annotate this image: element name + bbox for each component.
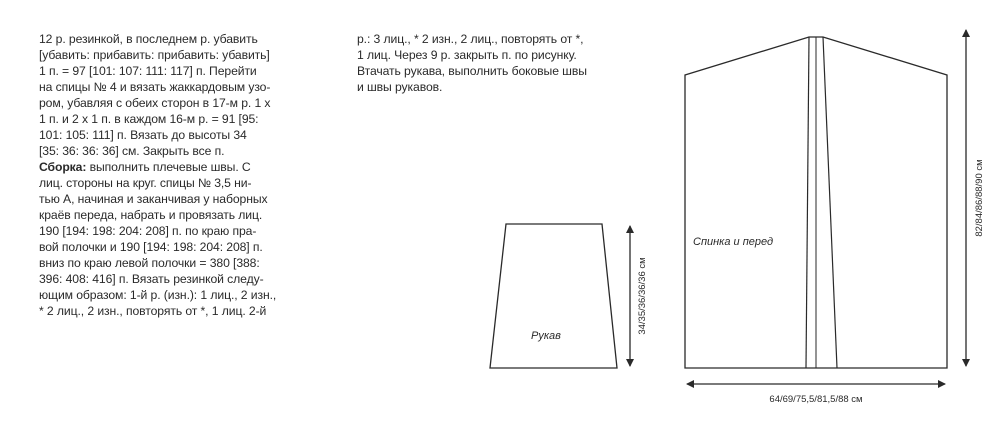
text-line: 190 [194: 198: 204: 208] п. по краю пра- <box>39 224 257 238</box>
text-line: [35: 36: 36: 36] см. Закрыть все п. <box>39 144 225 158</box>
body-height-label: 82/84/86/88/90 см <box>974 159 985 237</box>
sleeve-outline <box>490 224 617 368</box>
text-line: * 2 лиц., 2 изн., повторять от *, 1 лиц. 2-й <box>39 304 267 318</box>
assembly-first-line-text: выполнить плечевые швы. С <box>86 160 251 174</box>
body-label: Спинка и перед <box>693 236 774 248</box>
front-opening-left <box>806 37 809 368</box>
text-line: 1 лиц. Через 9 р. закрыть п. по рисунку. <box>357 48 577 62</box>
text-line: Втачать рукава, выполнить боковые швы <box>357 64 587 78</box>
text-line: тью А, начиная и заканчивая у наборных <box>39 192 268 206</box>
text-line: краёв переда, набрать и провязать лиц. <box>39 208 263 222</box>
text-line: ром, убавляя с обеих сторон в 17-м р. 1 х <box>39 96 271 110</box>
front-opening-right <box>823 37 837 368</box>
text-line: 1 п. и 2 х 1 п. в каждом 16-м р. = 91 [95: <box>39 112 259 126</box>
sleeve-height-label: 34/35/36/36/36 см <box>637 257 648 335</box>
text-line: и швы рукавов. <box>357 80 443 94</box>
text-line: вниз по краю левой полочки = 380 [388: <box>39 256 260 270</box>
text-line: [убавить: прибавить: прибавить: убавить] <box>39 48 270 62</box>
text-line: 396: 408: 416] п. Вязать резинкой следу- <box>39 272 264 286</box>
text-line: на спицы № 4 и вязать жаккардовым узо- <box>39 80 271 94</box>
text-line: лиц. стороны на круг. спицы № 3,5 ни- <box>39 176 252 190</box>
text-line: 1 п. = 97 [101: 107: 111: 117] п. Перейти <box>39 64 257 78</box>
body-schematic <box>685 30 985 405</box>
text-line: 101: 105: 111] п. Вязать до высоты 34 <box>39 128 247 142</box>
text-line: вой полочки и 190 [194: 198: 204: 208] п. <box>39 240 263 254</box>
text-line: ющим образом: 1-й р. (изн.): 1 лиц., 2 изн., <box>39 288 277 302</box>
sleeve-schematic <box>490 224 648 368</box>
assembly-heading: Сборка: <box>39 160 87 174</box>
text-line: р.: 3 лиц., * 2 изн., 2 лиц., повторять от *, <box>357 32 584 46</box>
text-line: 12 р. резинкой, в последнем р. убавить <box>39 32 258 46</box>
sleeve-label: Рукав <box>531 330 561 342</box>
body-width-label: 64/69/75,5/81,5/88 см <box>769 394 863 405</box>
